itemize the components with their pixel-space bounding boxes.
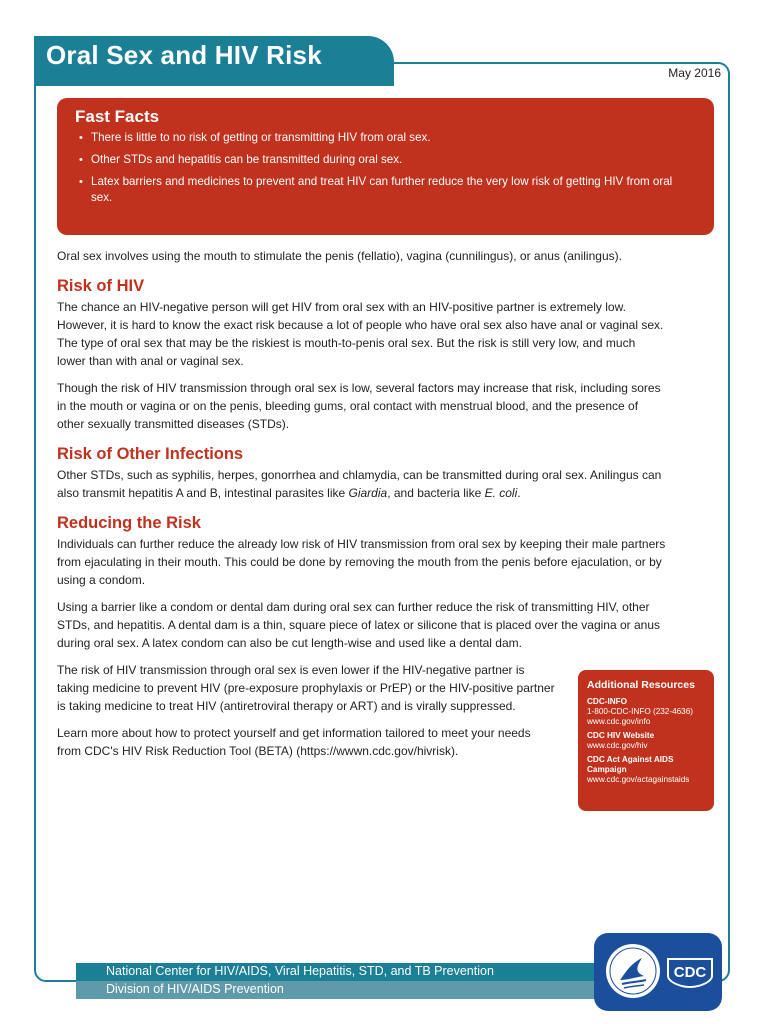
resource-phone: 1-800-CDC-INFO (232-4636) [587, 707, 694, 716]
footer-bar-division [76, 981, 596, 999]
resource-name: CDC Act Against AIDS Campaign [587, 755, 674, 774]
section-heading-risk-other-infections: Risk of Other Infections [57, 445, 244, 463]
intro-paragraph: Oral sex involves using the mouth to stimulate the penis (fellatio), vagina (cunnilingus), or anus (anilingus). [57, 249, 622, 263]
footer-bar-center [76, 963, 596, 981]
bullet-icon: • [79, 154, 83, 166]
fast-facts-heading: Fast Facts [75, 107, 160, 126]
resource-link[interactable]: www.cdc.gov/actagainstaids [587, 775, 690, 784]
resources-title: Additional Resources [587, 679, 695, 691]
main-content [57, 247, 667, 769]
fast-facts-box [57, 98, 714, 235]
list-item: • Latex barriers and medicines to prevent and treat HIV can further reduce the very low risk of getting HIV from oral sex. [79, 175, 673, 204]
paragraph: The chance an HIV-negative person will get HIV from oral sex with an HIV-positive partner is extremely low. However, it is hard to know the exact risk because a lot of people who have oral sex also have anal or vaginal sex. The type of oral sex that may be the riskiest is mouth-to-penis oral sex. But the risk is still very low, and much lower than with anal or vaginal sex. [57, 300, 664, 368]
section-heading-risk-of-hiv: Risk of HIV [57, 277, 145, 295]
bullet-icon: • [79, 176, 83, 188]
section-heading-reducing-risk: Reducing the Risk [57, 514, 201, 532]
resource-link[interactable]: www.cdc.gov/hiv [587, 741, 648, 750]
bullet-icon: • [79, 132, 83, 144]
footer-center-name: National Center for HIV/AIDS, Viral Hepatitis, STD, and TB Prevention [106, 964, 494, 978]
resource-details [587, 741, 705, 751]
hhs-seal-icon [604, 942, 662, 1000]
additional-resources-box [578, 670, 714, 811]
resource-details [587, 775, 705, 785]
paragraph: The risk of HIV transmission through oral sex is even lower if the HIV-negative partner is taking medicine to prevent HIV (pre-exposure prophylaxis or PrEP) or the HIV-positive partner is taking medicine to treat HIV (antiretroviral therapy or ART) and is virally suppressed. [57, 663, 555, 713]
paragraph: Though the risk of HIV transmission through oral sex is low, several factors may increase that risk, including sores in the mouth or vagina or on the penis, bleeding gums, oral contact with menstrual blood, and the presence of other sexually transmitted diseases (STDs). [57, 381, 661, 431]
paragraph: Using a barrier like a condom or dental dam during oral sex can further reduce the risk of transmitting HIV, other STDs, and hepatitis. A dental dam is a thin, square piece of latex or silicone that is placed over the vagina or anus during oral sex. A latex condom can also be cut length-wise and used like a dental dam. [57, 600, 661, 650]
publication-date: May 2016 [668, 66, 721, 80]
list-item: • Other STDs and hepatitis can be transmitted during oral sex. [79, 153, 403, 166]
footer-division-name: Division of HIV/AIDS Prevention [106, 982, 284, 996]
resource-name: CDC HIV Website [587, 731, 655, 740]
resource-link[interactable]: www.cdc.gov/info [587, 717, 651, 726]
cdc-logo-icon [665, 956, 715, 990]
paragraph: Other STDs, such as syphilis, herpes, gonorrhea and chlamydia, can be transmitted during oral sex. Anilingus can also transmit hepatitis A and B, intestinal parasites like Giardia, and bacteria like E. coli. [57, 468, 662, 500]
paragraph: Individuals can further reduce the already low risk of HIV transmission from oral sex by keeping their male partners from ejaculating in their mouth. This could be done by removing the mouth from the penis before ejaculation, or by using a condom. [57, 537, 666, 587]
paragraph: Learn more about how to protect yourself and get information tailored to meet your needs from CDC's HIV Risk Reduction Tool (BETA) (https://wwwn.cdc.gov/hivrisk). [57, 726, 531, 758]
page-title: Oral Sex and HIV Risk [46, 40, 322, 70]
fast-facts-list [75, 130, 696, 206]
resource-details [587, 707, 705, 727]
cdc-logo-text: CDC [673, 964, 707, 981]
resource-name: CDC-INFO [587, 697, 628, 706]
list-item: • There is little to no risk of getting or transmitting HIV from oral sex. [79, 131, 431, 144]
